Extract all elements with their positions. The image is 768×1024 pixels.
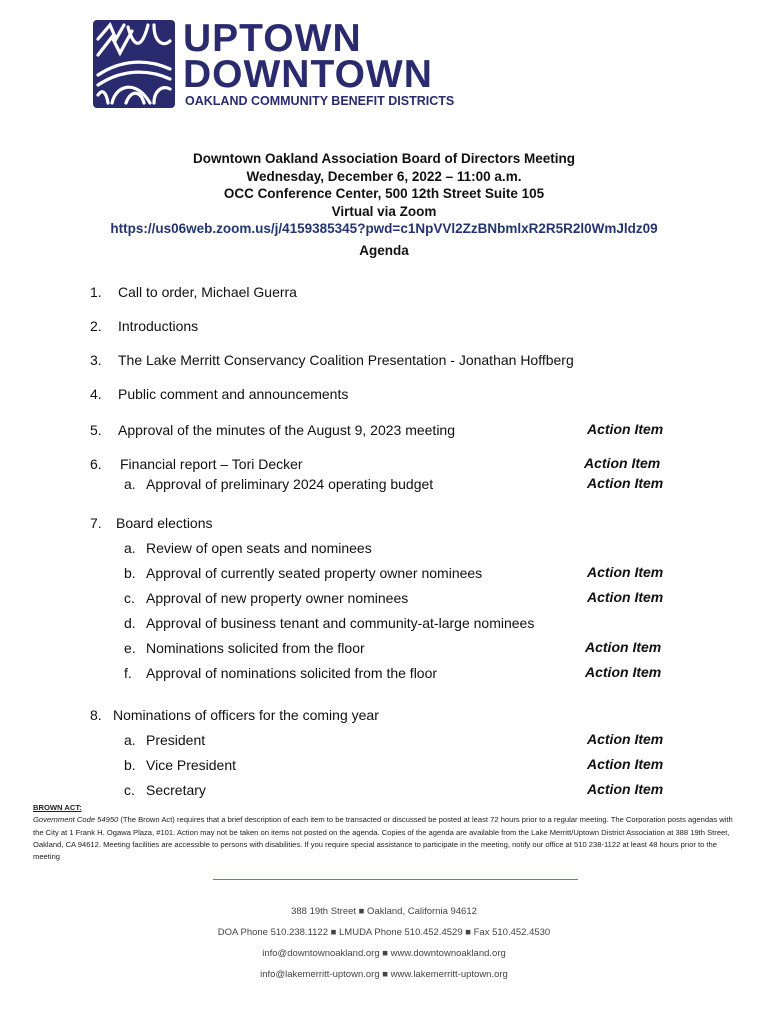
meeting-date: Wednesday, December 6, 2022 – 11:00 a.m.: [246, 168, 522, 184]
action-item-label: Action Item: [585, 639, 662, 655]
item-text: Vice President: [146, 757, 237, 773]
item-text: The Lake Merritt Conservancy Coalition Presentation - Jonathan Hoffberg: [118, 352, 574, 368]
logo-downtown-text: DOWNTOWN: [183, 53, 433, 96]
action-item-label: Action Item: [587, 781, 664, 797]
item-letter: a.: [124, 732, 136, 748]
item-letter: f.: [124, 665, 132, 681]
zoom-link[interactable]: https://us06web.zoom.us/j/4159385345?pwd=c1NpVVl2ZzBNbmlxR2R5R2l0WmJldz09: [110, 221, 658, 236]
item-text: Approval of nominations solicited from the floor: [146, 665, 438, 681]
item-letter: b.: [124, 757, 136, 773]
item-text: Financial report – Tori Decker: [120, 456, 303, 472]
item-number: 6.: [90, 456, 102, 472]
item-letter: a.: [124, 476, 136, 492]
item-text: Approval of business tenant and community-at-large nominees: [146, 615, 535, 631]
action-item-label: Action Item: [587, 731, 664, 747]
footer-phones: DOA Phone 510.238.1122 ■ LMUDA Phone 510.452.4529 ■ Fax 510.452.4530: [217, 927, 551, 938]
logo-uptown-text: UPTOWN: [183, 17, 362, 60]
item-text: Nominations solicited from the floor: [146, 640, 365, 656]
brown-act-text: (The Brown Act) requires that a brief description of each item to be transacted or discussed be posted at least 72 hours prior to a regular meeting. The Corporation posts agendas with the City at 1 Frank H. Ogawa Plaza, #101. Action may not be taken on items not posted on the agenda. Copies of the agenda are available from the Lake Merritt/Uptown District Association at 388 19th Street, Oakland, CA 94612. Meeting facilities are accessible to persons with disabilities. If you require special assistance to participate in the meeting, notify our office at 510 238-1122 at least 48 hours prior to the meeting: [33, 815, 733, 862]
item-text: Approval of currently seated property owner nominees: [146, 565, 483, 581]
brown-act-code: Government Code 54950: [33, 815, 119, 825]
agenda-title: Agenda: [359, 243, 409, 258]
footer-address: 388 19th Street ■ Oakland, California 94612: [291, 906, 477, 917]
meeting-header: [0, 150, 768, 238]
action-item-label: Action Item: [587, 756, 664, 772]
item-letter: b.: [124, 565, 136, 581]
item-number: 5.: [90, 422, 102, 438]
meeting-virtual: Virtual via Zoom: [331, 203, 437, 219]
brown-act-notice: [33, 802, 736, 863]
action-item-label: Action Item: [584, 455, 661, 471]
item-letter: a.: [124, 540, 136, 556]
footer-divider: [213, 879, 578, 880]
item-letter: e.: [124, 640, 136, 656]
item-text: Approval of preliminary 2024 operating budget: [146, 476, 434, 492]
action-item-label: Action Item: [587, 589, 664, 605]
item-text: Introductions: [118, 318, 199, 334]
action-item-label: Action Item: [587, 475, 664, 491]
logo-subtitle-text: OAKLAND COMMUNITY BENEFIT DISTRICTS: [185, 94, 455, 108]
item-text: President: [146, 732, 206, 748]
item-number: 2.: [90, 318, 102, 334]
item-text: Secretary: [146, 782, 206, 798]
item-number: 1.: [90, 284, 102, 300]
item-letter: d.: [124, 615, 136, 631]
item-number: 3.: [90, 352, 102, 368]
item-text: Approval of the minutes of the August 9, 2023 meeting: [118, 422, 455, 438]
brown-act-title: BROWN ACT:: [33, 803, 82, 812]
meeting-location: OCC Conference Center, 500 12th Street Suite 105: [223, 186, 545, 201]
item-text: Public comment and announcements: [118, 386, 349, 402]
footer-uptown-contact[interactable]: info@lakemerritt-uptown.org ■ www.lakemerritt-uptown.org: [260, 969, 508, 980]
footer-downtown-contact[interactable]: info@downtownoakland.org ■ www.downtownoakland.org: [262, 948, 506, 959]
item-text: Board elections: [116, 515, 213, 531]
item-text: Nominations of officers for the coming year: [113, 707, 379, 723]
item-text: Call to order, Michael Guerra: [118, 284, 297, 300]
item-letter: c.: [124, 782, 135, 798]
brown-act-body: [33, 814, 736, 863]
item-number: 8.: [90, 707, 102, 723]
item-number: 4.: [90, 386, 102, 402]
action-item-label: Action Item: [587, 564, 664, 580]
item-text: Review of open seats and nominees: [146, 540, 372, 556]
action-item-label: Action Item: [587, 421, 664, 437]
item-text: Approval of new property owner nominees: [146, 590, 409, 606]
meeting-title: Downtown Oakland Association Board of Directors Meeting: [192, 151, 576, 166]
item-letter: c.: [124, 590, 135, 606]
item-number: 7.: [90, 515, 102, 531]
logo-mark-icon: [92, 19, 176, 109]
action-item-label: Action Item: [585, 664, 662, 680]
